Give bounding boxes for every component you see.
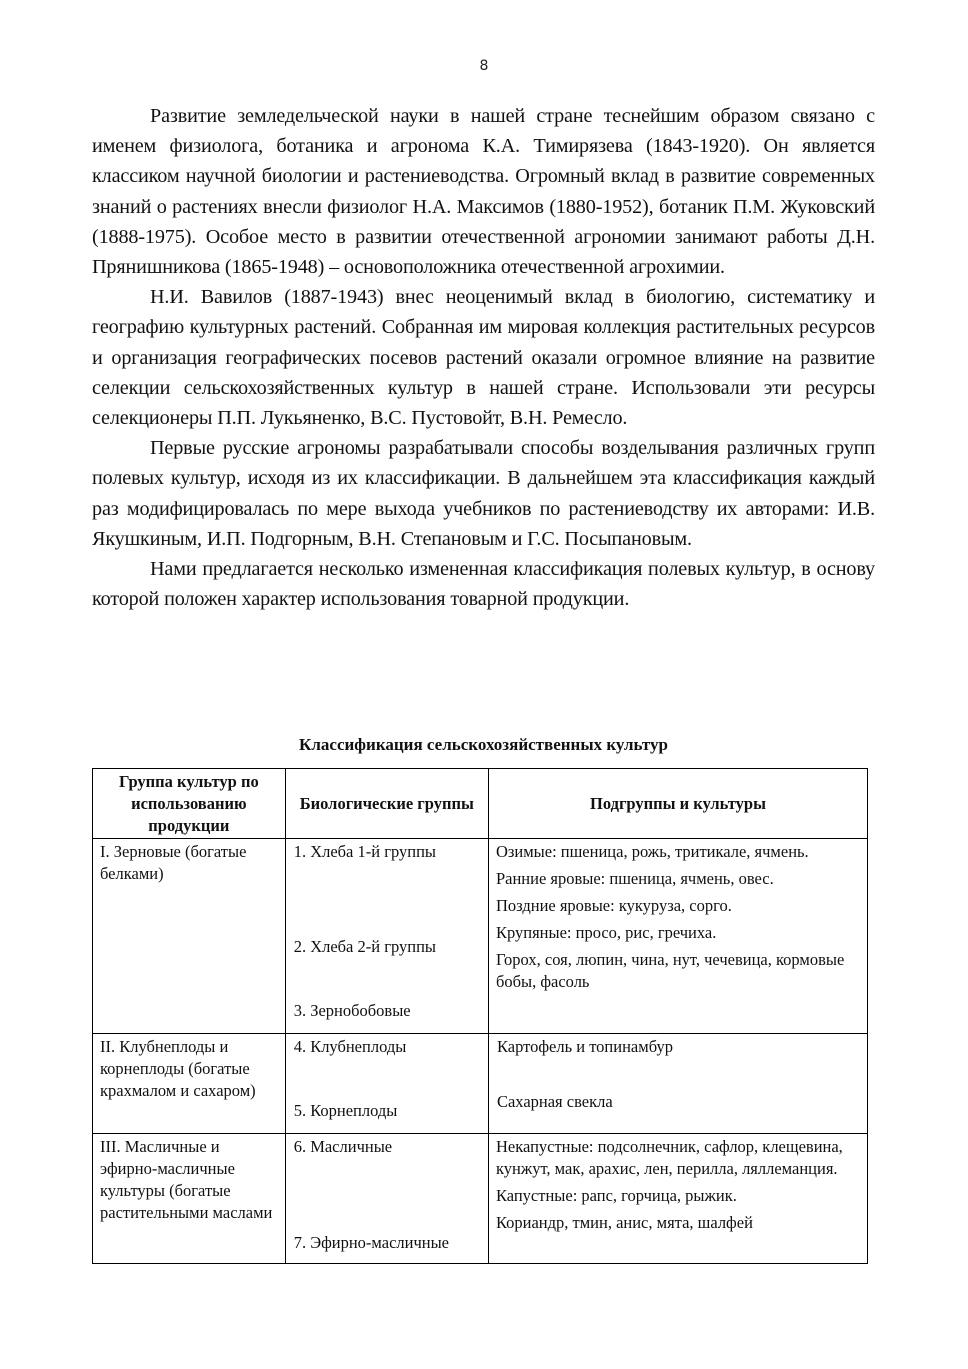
group-cell: II. Клубнеплоды и корнеплоды (богатые крахмалом и сахаром) [93, 1034, 286, 1134]
subgroup: Картофель и топинамбур [496, 1037, 673, 1056]
table-row [93, 839, 868, 1034]
bio-groups-cell [285, 1134, 488, 1264]
subgroup: Некапустные: подсолнечник, сафлор, клещевина, кунжут, мак, арахис, лен, перилла, ляллеманция. [495, 1137, 843, 1178]
table-row [93, 1134, 868, 1264]
bio-group: 3. Зернобобовые [293, 1001, 411, 1020]
bio-group: 6. Масличные [293, 1137, 393, 1156]
subgroups-cell [488, 1134, 867, 1264]
bio-group: 5. Корнеплоды [293, 1101, 398, 1120]
subgroup: Кориандр, тмин, анис, мята, шалфей [495, 1213, 753, 1232]
subgroup: Поздние яровые: кукуруза, сорго. [495, 896, 732, 915]
paragraph: Первые русские агрономы разрабатывали способы возделывания различных групп полевых культур, исходя из их классификации. В дальнейшем эта классификация каждый раз модифицировалась по мере выхода учебников по растениеводству их авторами: И.В. Якушкиным, И.П. Подгорным, В.Н. Степановым и Г.С. Посыпановым. [92, 437, 875, 550]
subgroup: Капустные: рапс, горчица, рыжик. [495, 1186, 737, 1205]
header-bio-groups: Биологические группы [285, 769, 488, 839]
subgroups-cell [488, 839, 867, 1034]
paragraph: Нами предлагается несколько измененная классификация полевых культур, в основу которой положен характер использования товарной продукции. [92, 558, 875, 611]
header-subgroups: Подгруппы и культуры [488, 769, 867, 839]
subgroups-cell [488, 1034, 867, 1134]
subgroup: Ранние яровые: пшеница, ячмень, овес. [495, 869, 774, 888]
bio-group: 7. Эфирно-масличные [293, 1233, 450, 1252]
bio-groups-cell [285, 1034, 488, 1134]
bio-group: 1. Хлеба 1-й группы [293, 842, 436, 861]
subgroup: Сахарная свекла [496, 1092, 613, 1111]
bio-groups-cell [285, 839, 488, 1034]
subgroup: Озимые: пшеница, рожь, тритикале, ячмень. [495, 842, 809, 861]
paragraph: Развитие земледельческой науки в нашей стране теснейшим образом связано с именем физиолога, ботаника и агронома К.А. Тимирязева (1843-1920). Он является классиком научной биологии и растениеводства. Огромный вклад в развитие современных знаний о растениях внесли физиолог Н.А. Максимов (1880-1952), ботаник П.М. Жуковский (1888-1975). Особое место в развитии отечественной агрономии занимают работы Д.Н. Прянишникова (1865-1948) – основоположника отечественной агрохимии. [92, 105, 875, 279]
body-text [92, 101, 875, 614]
paragraph: Н.И. Вавилов (1887-1943) внес неоценимый вклад в биологию, систематику и географию культурных растений. Собранная им мировая коллекция растительных ресурсов и организация географических посевов растений оказали огромное влияние на развитие селекции сельскохозяйственных культур в нашей стране. Использовали эти ресурсы селекционеры П.П. Лукьяненко, В.С. Пустовойт, В.Н. Ремесло. [92, 286, 875, 430]
group-cell: I. Зерновые (богатые белками) [93, 839, 286, 1034]
table-row [93, 1034, 868, 1134]
group-cell: III. Масличные и эфирно-масличные культуры (богатые растительными маслами [93, 1134, 286, 1264]
subgroup: Крупяные: просо, рис, гречиха. [495, 923, 717, 942]
page-number: 8 [479, 58, 489, 74]
classification-table [92, 768, 868, 1264]
table-caption: Классификация сельскохозяйственных культур [299, 735, 668, 754]
subgroup: Горох, соя, люпин, чина, нут, чечевица, кормовые бобы, фасоль [495, 950, 845, 991]
header-group: Группа культур по использованию продукции [93, 769, 286, 839]
bio-group: 2. Хлеба 2-й группы [293, 937, 436, 956]
table-header-row [93, 769, 868, 839]
bio-group: 4. Клубнеплоды [293, 1037, 407, 1056]
